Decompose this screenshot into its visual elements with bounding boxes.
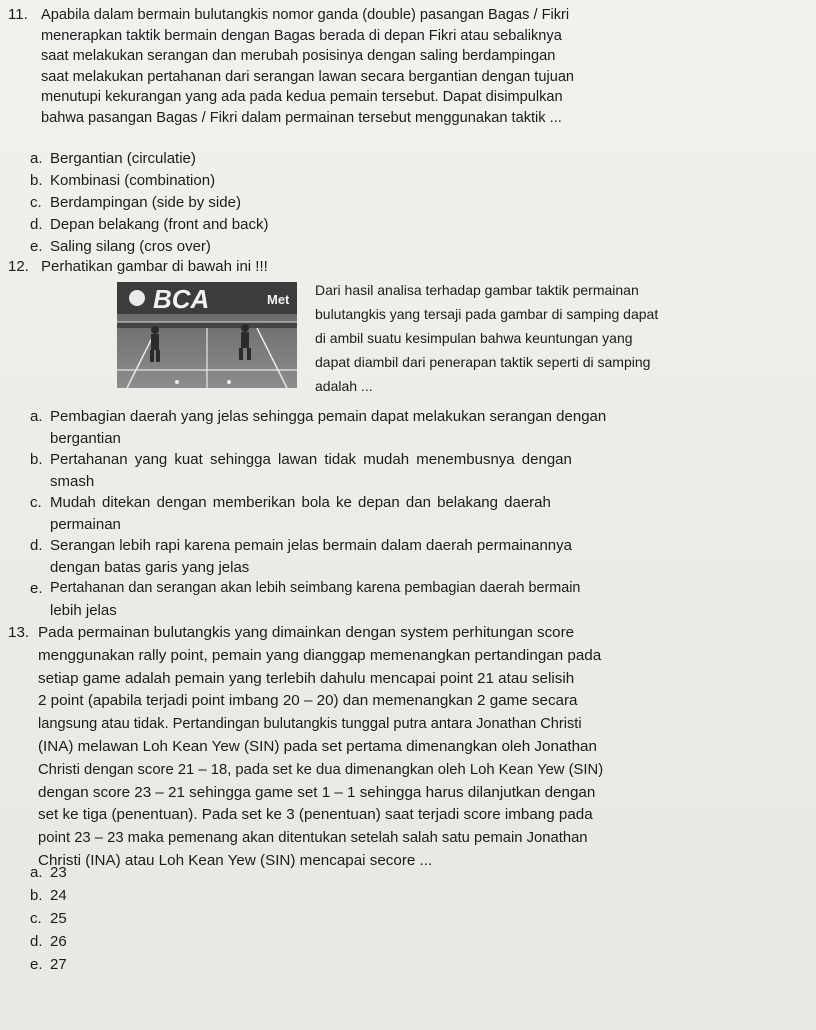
option-e[interactable] [30,954,67,976]
option-text: Serangan lebih rapi karena pemain jelas bermain dalam daerah permainannya [50,537,572,554]
question-line: setiap game adalah pemain yang terlebih dahulu mencapai point 21 atau selisih [38,669,575,687]
option-label: a. [30,408,43,425]
option-text: Berdampingan (side by side) [50,194,241,211]
question-line: bahwa pasangan Bagas / Fikri dalam permainan tersebut menggunakan taktik ... [41,109,562,126]
option-label: a. [30,150,43,167]
question-line: Apabila dalam bermain bulutangkis nomor ganda (double) pasangan Bagas / Fikri [41,7,570,23]
option-b[interactable] [30,170,215,192]
option-text: 24 [50,887,67,904]
question-number: 13. [8,624,30,641]
analysis-line: adalah ... [315,378,373,394]
question-intro: Perhatikan gambar di bawah ini !!! [41,258,268,275]
image-analysis-text [315,278,810,398]
option-label: b. [30,172,43,189]
option-c[interactable] [30,908,67,930]
option-c[interactable] [30,192,241,214]
option-text: Depan belakang (front and back) [50,216,269,233]
option-label: d. [30,537,43,554]
option-text: 26 [50,933,67,950]
question-number: 11. [8,6,28,23]
bca-logo-mark [129,290,145,306]
option-text: 25 [50,910,67,927]
option-d[interactable] [30,931,67,953]
option-label: c. [30,910,42,927]
option-text: Saling silang (cros over) [50,238,211,255]
q12-options [30,406,810,621]
option-label: d. [30,216,43,233]
option-label: c. [30,194,42,211]
option-c[interactable] [30,492,810,535]
question-line: dengan score 23 – 21 sehingga game set 1 – 1 sehingga harus dilanjutkan dengan [38,783,596,801]
question-line: Christi (INA) atau Loh Kean Yew (SIN) mencapai secore ... [38,851,433,869]
option-text: Pertahanan dan serangan akan lebih seimbang karena pembagian daerah bermain [50,580,581,596]
option-text: Pembagian daerah yang jelas sehingga pemain dapat melakukan serangan dengan [50,408,607,425]
option-b[interactable] [30,449,810,492]
question-line: (INA) melawan Loh Kean Yew (SIN) pada set pertama dimenangkan oleh Jonathan [38,737,597,755]
option-e[interactable] [30,578,810,621]
option-label: d. [30,933,43,950]
option-b[interactable] [30,885,67,907]
analysis-line: Dari hasil analisa terhadap gambar taktik permainan [315,282,639,298]
question-line: menutupi kekurangan yang ada pada kedua pemain tersebut. Dapat disimpulkan [41,89,563,105]
option-label: e. [30,956,43,973]
analysis-line: dapat diambil dari penerapan taktik seperti di samping [315,354,651,370]
option-text: Kombinasi (combination) [50,172,216,189]
question-line: menggunakan rally point, pemain yang dianggap memenangkan pertandingan pada [38,646,602,664]
analysis-line: di ambil suatu kesimpulan bahwa keuntungan yang [315,330,633,346]
question-line: point 23 – 23 maka pemenang akan ditentukan setelah salah satu pemain Jonathan [38,830,588,847]
option-text-continued: smash [50,472,95,490]
option-label: e. [30,238,43,255]
question-text [41,5,574,128]
analysis-line: bulutangkis yang tersaji pada gambar di samping dapat [315,306,659,322]
option-a[interactable] [30,862,67,884]
badminton-photo [117,282,297,388]
option-text: Pertahanan yang kuat sehingga lawan tidak mudah menembusnya dengan [50,451,572,468]
option-a[interactable] [30,406,810,449]
option-label: b. [30,887,43,904]
bca-logo [125,284,290,314]
option-d[interactable] [30,214,268,236]
option-d[interactable] [30,535,810,578]
bca-brand: BCA [153,284,210,314]
option-text: Bergantian (circulatie) [50,150,196,167]
option-a[interactable] [30,148,196,170]
option-text-continued: lebih jelas [50,601,117,619]
option-text-continued: dengan batas garis yang jelas [50,558,250,576]
question-text [38,622,603,873]
option-text-continued: bergantian [50,429,121,447]
option-text: 27 [50,956,67,973]
option-text: Mudah ditekan dengan memberikan bola ke depan dan belakang daerah [50,494,551,511]
question-line: saat melakukan serangan dan merubah posisinya dengan saling berdampingan [41,48,556,64]
question-line: Pada permainan bulutangkis yang dimainkan dengan system perhitungan score [38,624,575,641]
option-label: a. [30,864,43,881]
option-label: e. [30,580,43,597]
question-line: menerapkan taktik bermain dengan Bagas berada di depan Fikri atau sebaliknya [41,27,562,44]
question-line: Christi dengan score 21 – 18, pada set ke dua dimenangkan oleh Loh Kean Yew (SIN) [38,761,604,778]
option-text: 23 [50,864,67,881]
question-line: langsung atau tidak. Pertandingan bulutangkis tunggal putra antara Jonathan Christi [38,716,582,733]
option-label: c. [30,494,42,511]
question-number: 12. [8,258,29,275]
option-e[interactable] [30,236,211,258]
option-label: b. [30,451,43,468]
bca-brand-suffix: Met [267,292,290,307]
question-line: set ke tiga (penentuan). Pada set ke 3 (penentuan) saat terjadi score imbang pada [38,806,593,824]
question-line: saat melakukan pertahanan dari serangan lawan secara bergantian dengan tujuan [41,68,575,85]
question-line: 2 point (apabila terjadi point imbang 20 – 20) dan memenangkan 2 game secara [38,692,578,710]
option-text-continued: permainan [50,515,121,533]
